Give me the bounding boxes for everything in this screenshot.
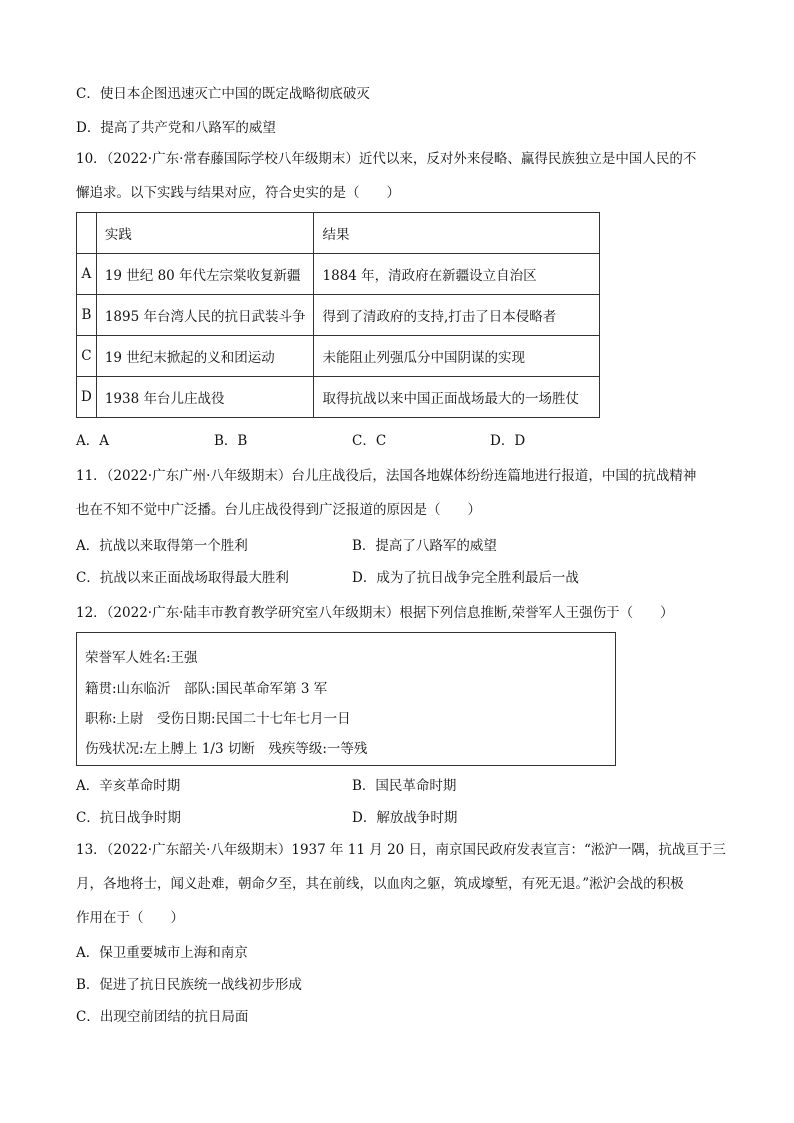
q11-stem-line1: 11．（2022·广东广州·八年级期末）台儿庄战役后，法国各地媒体纷纷连篇地进行报道，中国的抗战精神 [76,468,697,484]
table-cell: 19 世纪末掀起的义和团运动 [96,336,314,377]
table-cell: 得到了清政府的支持,打击了日本侵略者 [314,295,600,336]
table-cell [77,213,97,254]
info-line-rank: 职称:上尉 受伤日期:民国二十七年七月一日 [85,711,351,727]
table-cell: B [77,295,97,336]
table-header-row [77,213,600,254]
q13-option-b: B．促进了抗日民族统一战线初步形成 [76,977,302,993]
q10-option-c: C．C [352,433,387,449]
q10-option-a: A．A [76,433,109,449]
table-cell: 1895 年台湾人民的抗日武装斗争 [96,295,314,336]
table-row [77,295,600,336]
q10-option-b: B．B [214,433,248,449]
q10-option-d: D．D [490,433,526,449]
q13-option-c: C．出现空前团结的抗日局面 [76,1009,249,1025]
table-header-result: 结果 [314,213,600,254]
table-cell: 1938 年台儿庄战役 [96,377,314,418]
info-line-origin: 籍贯:山东临沂 部队:国民革命军第 3 军 [85,681,328,697]
table-cell: C [77,336,97,377]
table-cell: 取得抗战以来中国正面战场最大的一场胜仗 [314,377,600,418]
q12-option-a: A．辛亥革命时期 [76,778,181,794]
q10-stem-line2: 懈追求。以下实践与结果对应，符合史实的是（ ） [76,185,400,201]
q11-option-c: C．抗战以来正面战场取得最大胜利 [76,570,289,586]
q12-option-b: B．国民革命时期 [352,778,457,794]
q9-option-c: C．使日本企图迅速灭亡中国的既定战略彻底破灭 [76,86,370,102]
q12-option-d: D．解放战争时期 [352,810,458,826]
table-cell: A [77,254,97,295]
q12-stem: 12．（2022·广东·陆丰市教育教学研究室八年级期末）根据下列信息推断,荣誉军人王强伤于（ ） [76,605,674,621]
table-header-practice: 实践 [96,213,314,254]
q13-stem-line3: 作用在于（ ） [76,910,184,926]
q12-info-box [76,632,616,766]
q13-stem-line2: 月，各地将士，闻义赴难，朝命夕至，其在前线，以血肉之躯，筑成壕堑，有死无退。”淞沪会战的积极 [76,876,684,892]
q11-option-d: D．成为了抗日战争完全胜利最后一战 [352,570,579,586]
info-line-injury: 伤残状况:左上膊上 1/3 切断 残疾等级:一等残 [85,741,368,757]
q11-option-a: A．抗战以来取得第一个胜利 [76,538,248,554]
table-cell: 1884 年，清政府在新疆设立自治区 [314,254,600,295]
q13-stem-line1: 13．（2022·广东韶关·八年级期末）1937 年 11 月 20 日，南京国民政府发表宣言：“淞沪一隅，抗战亘于三 [76,842,726,858]
table-row [77,377,600,418]
q11-stem-line2: 也在不知不觉中广泛播。台儿庄战役得到广泛报道的原因是（ ） [76,502,481,518]
q11-option-b: B．提高了八路军的威望 [352,538,497,554]
table-cell: 19 世纪 80 年代左宗棠收复新疆 [96,254,314,295]
table-cell: D [77,377,97,418]
q10-stem-line1: 10．（2022·广东·常春藤国际学校八年级期末）近代以来，反对外来侵略、赢得民族独立是中国人民的不 [76,151,697,167]
table-row [77,254,600,295]
q13-option-a: A．保卫重要城市上海和南京 [76,945,248,961]
info-line-name: 荣誉军人姓名:王强 [85,650,198,666]
q10-table [76,212,600,418]
table-cell: 未能阻止列强瓜分中国阴谋的实现 [314,336,600,377]
q9-option-d: D．提高了共产党和八路军的威望 [76,120,276,136]
q12-option-c: C．抗日战争时期 [76,810,181,826]
table-row [77,336,600,377]
